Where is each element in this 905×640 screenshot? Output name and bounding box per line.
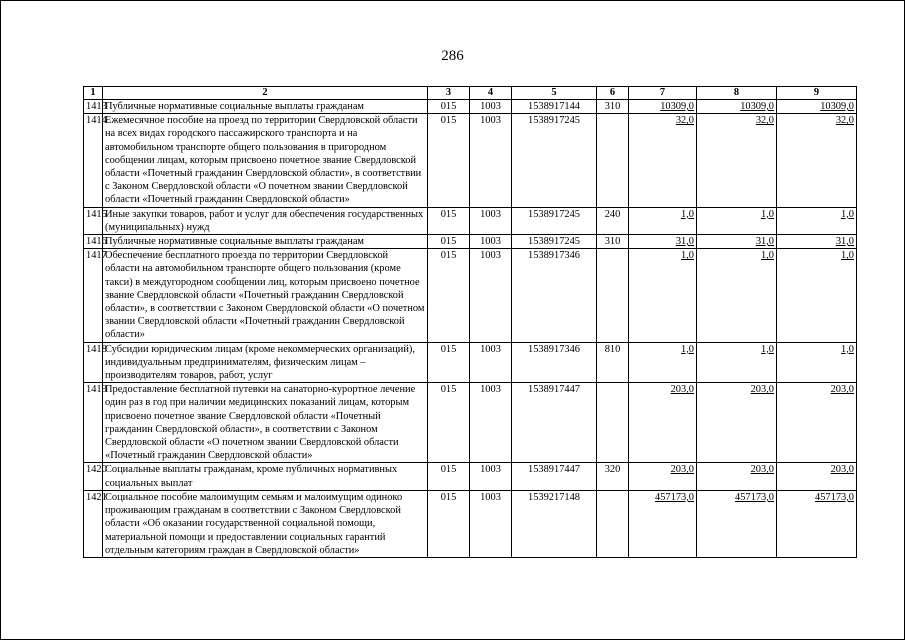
row-number: 1420 bbox=[84, 463, 103, 490]
row-col4: 1003 bbox=[470, 249, 512, 342]
row-col4: 1003 bbox=[470, 207, 512, 234]
table-row bbox=[84, 463, 857, 490]
row-col6: 810 bbox=[597, 342, 629, 383]
row-number: 1419 bbox=[84, 383, 103, 463]
table-row bbox=[84, 383, 857, 463]
row-col3: 015 bbox=[428, 207, 470, 234]
row-amount-8: 1,0 bbox=[697, 207, 777, 234]
row-name: Публичные нормативные социальные выплаты гражданам bbox=[103, 100, 428, 114]
row-col5: 1538917447 bbox=[512, 463, 597, 490]
row-col4: 1003 bbox=[470, 463, 512, 490]
row-col5: 1538917245 bbox=[512, 207, 597, 234]
row-col3: 015 bbox=[428, 463, 470, 490]
row-amount-8: 32,0 bbox=[697, 114, 777, 207]
row-amount-8: 1,0 bbox=[697, 249, 777, 342]
row-col3: 015 bbox=[428, 249, 470, 342]
row-col3: 015 bbox=[428, 114, 470, 207]
row-amount-8: 10309,0 bbox=[697, 100, 777, 114]
row-amount-9: 1,0 bbox=[777, 207, 857, 234]
row-amount-8: 203,0 bbox=[697, 463, 777, 490]
row-amount-7: 1,0 bbox=[629, 207, 697, 234]
row-col4: 1003 bbox=[470, 235, 512, 249]
row-amount-9: 203,0 bbox=[777, 383, 857, 463]
row-col6: 240 bbox=[597, 207, 629, 234]
table-row bbox=[84, 490, 857, 557]
row-amount-7: 31,0 bbox=[629, 235, 697, 249]
header-cell: 3 bbox=[428, 87, 470, 100]
header-cell: 4 bbox=[470, 87, 512, 100]
row-col5: 1538917245 bbox=[512, 235, 597, 249]
table-row bbox=[84, 114, 857, 207]
row-col3: 015 bbox=[428, 490, 470, 557]
row-col6 bbox=[597, 383, 629, 463]
row-amount-8: 31,0 bbox=[697, 235, 777, 249]
row-number: 1413 bbox=[84, 100, 103, 114]
row-col4: 1003 bbox=[470, 114, 512, 207]
row-amount-7: 203,0 bbox=[629, 383, 697, 463]
row-col3: 015 bbox=[428, 383, 470, 463]
table-row bbox=[84, 342, 857, 383]
row-number: 1415 bbox=[84, 207, 103, 234]
header-cell: 7 bbox=[629, 87, 697, 100]
row-amount-7: 203,0 bbox=[629, 463, 697, 490]
row-amount-9: 457173,0 bbox=[777, 490, 857, 557]
row-amount-7: 1,0 bbox=[629, 342, 697, 383]
header-cell: 5 bbox=[512, 87, 597, 100]
table-row bbox=[84, 100, 857, 114]
row-col5: 1539217148 bbox=[512, 490, 597, 557]
row-name: Социальные выплаты гражданам, кроме публичных нормативных социальных выплат bbox=[103, 463, 428, 490]
header-cell: 8 bbox=[697, 87, 777, 100]
row-name: Обеспечение бесплатного проезда по территории Свердловской области на автомобильном транспорте общего пользования (кроме такси) в междугородном сообщении лиц, которым присвоено почетное звание Свердловской области «Почетный гражданин Свердловской области», в соответствии с Законом Свердловской области «О почетном звании Свердловской области «Почетный гражданин Свердловской области» bbox=[103, 249, 428, 342]
row-number: 1418 bbox=[84, 342, 103, 383]
table-row bbox=[84, 235, 857, 249]
row-amount-9: 10309,0 bbox=[777, 100, 857, 114]
row-col4: 1003 bbox=[470, 342, 512, 383]
row-amount-9: 203,0 bbox=[777, 463, 857, 490]
row-amount-7: 10309,0 bbox=[629, 100, 697, 114]
row-col3: 015 bbox=[428, 342, 470, 383]
row-col5: 1538917346 bbox=[512, 342, 597, 383]
row-col4: 1003 bbox=[470, 490, 512, 557]
row-col4: 1003 bbox=[470, 383, 512, 463]
row-amount-8: 1,0 bbox=[697, 342, 777, 383]
budget-table bbox=[83, 86, 857, 558]
row-amount-8: 203,0 bbox=[697, 383, 777, 463]
row-col5: 1538917346 bbox=[512, 249, 597, 342]
row-amount-7: 457173,0 bbox=[629, 490, 697, 557]
row-name: Субсидии юридическим лицам (кроме некоммерческих организаций), индивидуальным предпринимателям, физическим лицам – производителям товаров, работ, услуг bbox=[103, 342, 428, 383]
header-cell: 1 bbox=[84, 87, 103, 100]
table-row bbox=[84, 207, 857, 234]
row-amount-9: 1,0 bbox=[777, 249, 857, 342]
row-number: 1416 bbox=[84, 235, 103, 249]
row-col6: 320 bbox=[597, 463, 629, 490]
row-col4: 1003 bbox=[470, 100, 512, 114]
row-col5: 1538917144 bbox=[512, 100, 597, 114]
header-row bbox=[84, 87, 857, 100]
row-col3: 015 bbox=[428, 100, 470, 114]
header-cell: 9 bbox=[777, 87, 857, 100]
row-col5: 1538917245 bbox=[512, 114, 597, 207]
page-number: 286 bbox=[441, 48, 464, 64]
row-name: Социальное пособие малоимущим семьям и малоимущим одиноко проживающим гражданам в соответствии с Законом Свердловской области «Об оказании государственной социальной помощи, материальной помощи и предоставлении социальных гарантий отдельным категориям граждан в Свердловской области» bbox=[103, 490, 428, 557]
row-col3: 015 bbox=[428, 235, 470, 249]
row-number: 1417 bbox=[84, 249, 103, 342]
header-cell: 6 bbox=[597, 87, 629, 100]
row-col6 bbox=[597, 114, 629, 207]
row-number: 1421 bbox=[84, 490, 103, 557]
row-name: Публичные нормативные социальные выплаты гражданам bbox=[103, 235, 428, 249]
row-col6 bbox=[597, 490, 629, 557]
row-name: Иные закупки товаров, работ и услуг для обеспечения государственных (муниципальных) нужд bbox=[103, 207, 428, 234]
row-col6: 310 bbox=[597, 235, 629, 249]
row-name: Предоставление бесплатной путевки на санаторно-курортное лечение один раз в год при наличии медицинских показаний лицам, которым присвоено почетное звание Свердловской области «Почетный гражданин Свердловской области», в соответствии с Законом Свердловской области «О почетном звании Свердловской области «Почетный гражданин Свердловской области» bbox=[103, 383, 428, 463]
row-amount-9: 32,0 bbox=[777, 114, 857, 207]
row-amount-9: 31,0 bbox=[777, 235, 857, 249]
row-name: Ежемесячное пособие на проезд по территории Свердловской области на всех видах городского пассажирского транспорта и на автомобильном транспорте общего пользования в пригородном сообщении лицам, которым присвоено почетное звание Свердловской области «Почетный гражданин Свердловской области», в соответствии с Законом Свердловской области «О почетном звании Свердловской области «Почетный гражданин Свердловской области» bbox=[103, 114, 428, 207]
row-amount-8: 457173,0 bbox=[697, 490, 777, 557]
table-row bbox=[84, 249, 857, 342]
row-col5: 1538917447 bbox=[512, 383, 597, 463]
row-amount-9: 1,0 bbox=[777, 342, 857, 383]
row-col6 bbox=[597, 249, 629, 342]
row-amount-7: 1,0 bbox=[629, 249, 697, 342]
row-col6: 310 bbox=[597, 100, 629, 114]
row-amount-7: 32,0 bbox=[629, 114, 697, 207]
header-cell: 2 bbox=[103, 87, 428, 100]
row-number: 1414 bbox=[84, 114, 103, 207]
